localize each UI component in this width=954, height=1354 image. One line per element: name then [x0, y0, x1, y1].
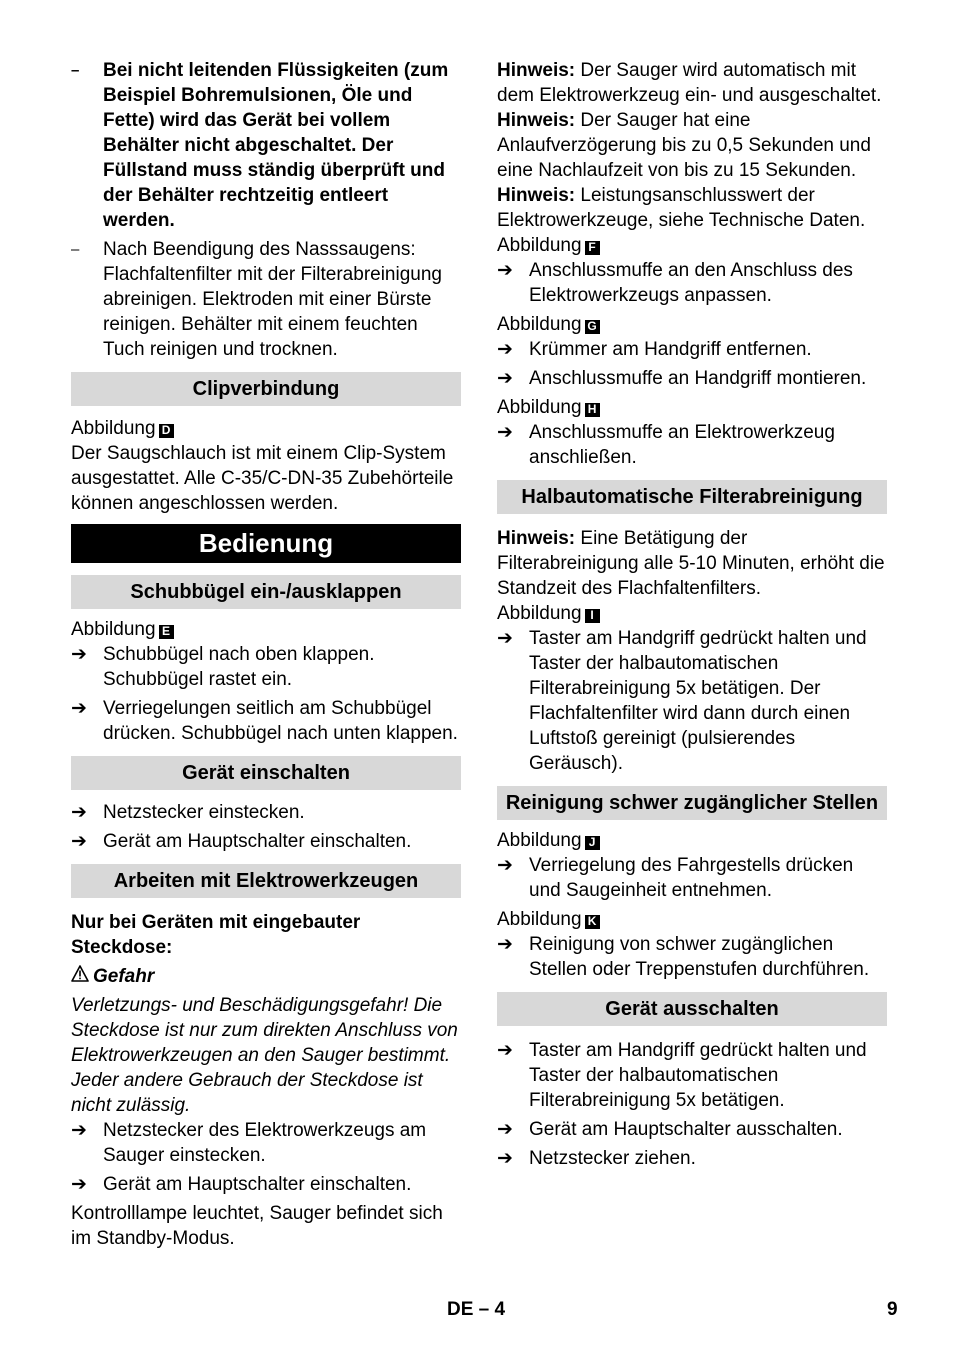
figure-letter-badge: I: [585, 609, 600, 623]
warning-list-item: [71, 58, 461, 233]
arrow-icon: ➔: [497, 260, 513, 281]
step-item: [71, 1172, 461, 1197]
arrow-icon: ➔: [71, 644, 87, 665]
arrow-icon: ➔: [497, 855, 513, 876]
section-heading-geraet-einschalten: Gerät einschalten: [71, 756, 461, 790]
figure-reference: Abbildung G: [497, 312, 887, 337]
dash-bullet: –: [71, 241, 80, 258]
section-heading-elektrowerkzeuge: Arbeiten mit Elektrowerkzeugen: [71, 864, 461, 898]
arrow-icon: ➔: [497, 1119, 513, 1140]
step-item: [71, 696, 461, 746]
step-item: [71, 800, 461, 825]
step-text: Gerät am Hauptschalter einschalten.: [103, 831, 412, 852]
step-item: [497, 366, 887, 391]
figure-letter-badge: H: [585, 403, 600, 417]
step-text: Netzstecker einstecken.: [103, 802, 305, 823]
step-item: [71, 642, 461, 692]
list-item-text: Bei nicht leitenden Flüssigkeiten (zum Beispiel Bohremulsionen, Öle und Fette) wird das Gerät bei vollem Behälter nicht abgeschaltet. Der Füllstand muss ständig überprüft und der Behälter rechtzeitig entleert werden.: [103, 60, 449, 231]
step-text: Netzstecker des Elektrowerkzeugs am Sauger einstecken.: [103, 1120, 427, 1166]
step-text: Verriegelung des Fahrgestells drücken und Saugeinheit entnehmen.: [529, 855, 854, 901]
step-item: [497, 258, 887, 308]
step-item: [497, 1038, 887, 1113]
step-text: Reinigung von schwer zugänglichen Stellen oder Treppenstufen durchführen.: [529, 934, 870, 980]
step-text: Taster am Handgriff gedrückt halten und Taster der halbautomatischen Filterabreinigung 5x betätigen. Der Flachfaltenfilter wird dann durch einen Luftstoß gereinigt (pulsierendes Geräusch).: [529, 628, 867, 774]
arrow-icon: ➔: [71, 698, 87, 719]
step-text: Gerät am Hauptschalter ausschalten.: [529, 1119, 843, 1140]
figure-reference: Abbildung D: [71, 416, 461, 441]
note-paragraph: Hinweis: Leistungsanschlusswert der Elektrowerkzeuge, siehe Technische Daten.: [497, 185, 866, 231]
step-item: [497, 420, 887, 470]
danger-heading: Gefahr: [71, 964, 461, 989]
arrow-icon: ➔: [497, 934, 513, 955]
step-text: Netzstecker ziehen.: [529, 1148, 696, 1169]
warning-triangle-icon: [71, 964, 93, 989]
note-heading: Nur bei Geräten mit eingebauter Steckdose:: [71, 912, 361, 958]
figure-letter-badge: J: [585, 836, 600, 850]
list-item-text: Nach Beendigung des Nasssaugens: Flachfaltenfilter mit der Filterabreinigung abreinigen. Elektroden mit einer Bürste reinigen. Behälter mit einem feuchten Tuch reinigen und trocknen.: [103, 239, 442, 360]
section-heading-schubbuegel: Schubbügel ein-/ausklappen: [71, 575, 461, 609]
note-paragraph: Hinweis: Der Sauger hat eine Anlaufverzögerung bis zu 0,5 Sekunden und eine Nachlaufzeit von bis zu 15 Sekunden.: [497, 110, 871, 181]
arrow-icon: ➔: [71, 802, 87, 823]
step-item: [497, 337, 887, 362]
arrow-icon: ➔: [497, 339, 513, 360]
arrow-icon: ➔: [497, 628, 513, 649]
footer-page-number: 9: [887, 1299, 898, 1320]
arrow-icon: ➔: [497, 368, 513, 389]
arrow-icon: ➔: [497, 1148, 513, 1169]
step-text: Taster am Handgriff gedrückt halten und Taster der halbautomatischen Filterabreinigung 5x betätigen.: [529, 1040, 867, 1111]
paragraph: Der Saugschlauch ist mit einem Clip-System ausgestattet. Alle C-35/C-DN-35 Zubehörteile können angeschlossen werden.: [71, 443, 454, 514]
figure-reference: Abbildung J: [497, 828, 887, 853]
right-column: [497, 58, 887, 1171]
note-paragraph: Hinweis: Der Sauger wird automatisch mit dem Elektrowerkzeug ein- und ausgeschaltet.: [497, 60, 882, 106]
arrow-icon: ➔: [497, 1040, 513, 1061]
step-item: [497, 1117, 887, 1142]
arrow-icon: ➔: [71, 1174, 87, 1195]
figure-reference: Abbildung I: [497, 601, 887, 626]
arrow-icon: ➔: [497, 422, 513, 443]
figure-reference: Abbildung E: [71, 617, 461, 642]
section-heading-reinigung: Reinigung schwer zugänglicher Stellen: [497, 786, 887, 820]
step-item: [497, 1146, 887, 1171]
figure-letter-badge: E: [159, 625, 174, 639]
dash-bullet: –: [71, 62, 80, 79]
figure-letter-badge: K: [585, 915, 600, 929]
step-text: Anschlussmuffe an Elektrowerkzeug anschließen.: [529, 422, 835, 468]
step-text: Verriegelungen seitlich am Schubbügel drücken. Schubbügel nach unten klappen.: [103, 698, 458, 744]
step-item: [71, 1118, 461, 1168]
figure-reference: Abbildung K: [497, 907, 887, 932]
section-heading-clipverbindung: Clipverbindung: [71, 372, 461, 406]
left-column: [71, 58, 461, 1251]
figure-letter-badge: G: [585, 320, 600, 334]
section-heading-filterabreinigung: Halbautomatische Filterabreinigung: [497, 480, 887, 514]
step-item: [497, 626, 887, 776]
chapter-heading-bedienung: Bedienung: [71, 524, 461, 563]
step-text: Schubbügel nach oben klappen. Schubbügel rastet ein.: [103, 644, 375, 690]
arrow-icon: ➔: [71, 1120, 87, 1141]
step-item: [71, 829, 461, 854]
section-heading-geraet-ausschalten: Gerät ausschalten: [497, 992, 887, 1026]
note-paragraph: Hinweis: Eine Betätigung der Filterabreinigung alle 5-10 Minuten, erhöht die Standzeit des Flachfaltenfilters.: [497, 528, 885, 599]
footer-section-page: DE – 4: [447, 1299, 506, 1320]
paragraph: Kontrolllampe leuchtet, Sauger befindet sich im Standby-Modus.: [71, 1203, 443, 1249]
figure-letter-badge: F: [585, 241, 600, 255]
step-item: [497, 853, 887, 903]
step-text: Anschlussmuffe an den Anschluss des Elektrowerkzeugs anpassen.: [529, 260, 853, 306]
step-text: Krümmer am Handgriff entfernen.: [529, 339, 812, 360]
step-item: [497, 932, 887, 982]
figure-letter-badge: D: [159, 424, 174, 438]
figure-reference: Abbildung F: [497, 233, 887, 258]
step-text: Gerät am Hauptschalter einschalten.: [103, 1174, 412, 1195]
danger-text: Verletzungs- und Beschädigungsgefahr! Die Steckdose ist nur zum direkten Anschluss von Elektrowerkzeugen an den Sauger bestimmt. Jeder andere Gebrauch der Steckdose ist nicht zulässig.: [71, 995, 458, 1116]
arrow-icon: ➔: [71, 831, 87, 852]
figure-reference: Abbildung H: [497, 395, 887, 420]
list-item: [71, 237, 461, 362]
step-text: Anschlussmuffe an Handgriff montieren.: [529, 368, 867, 389]
